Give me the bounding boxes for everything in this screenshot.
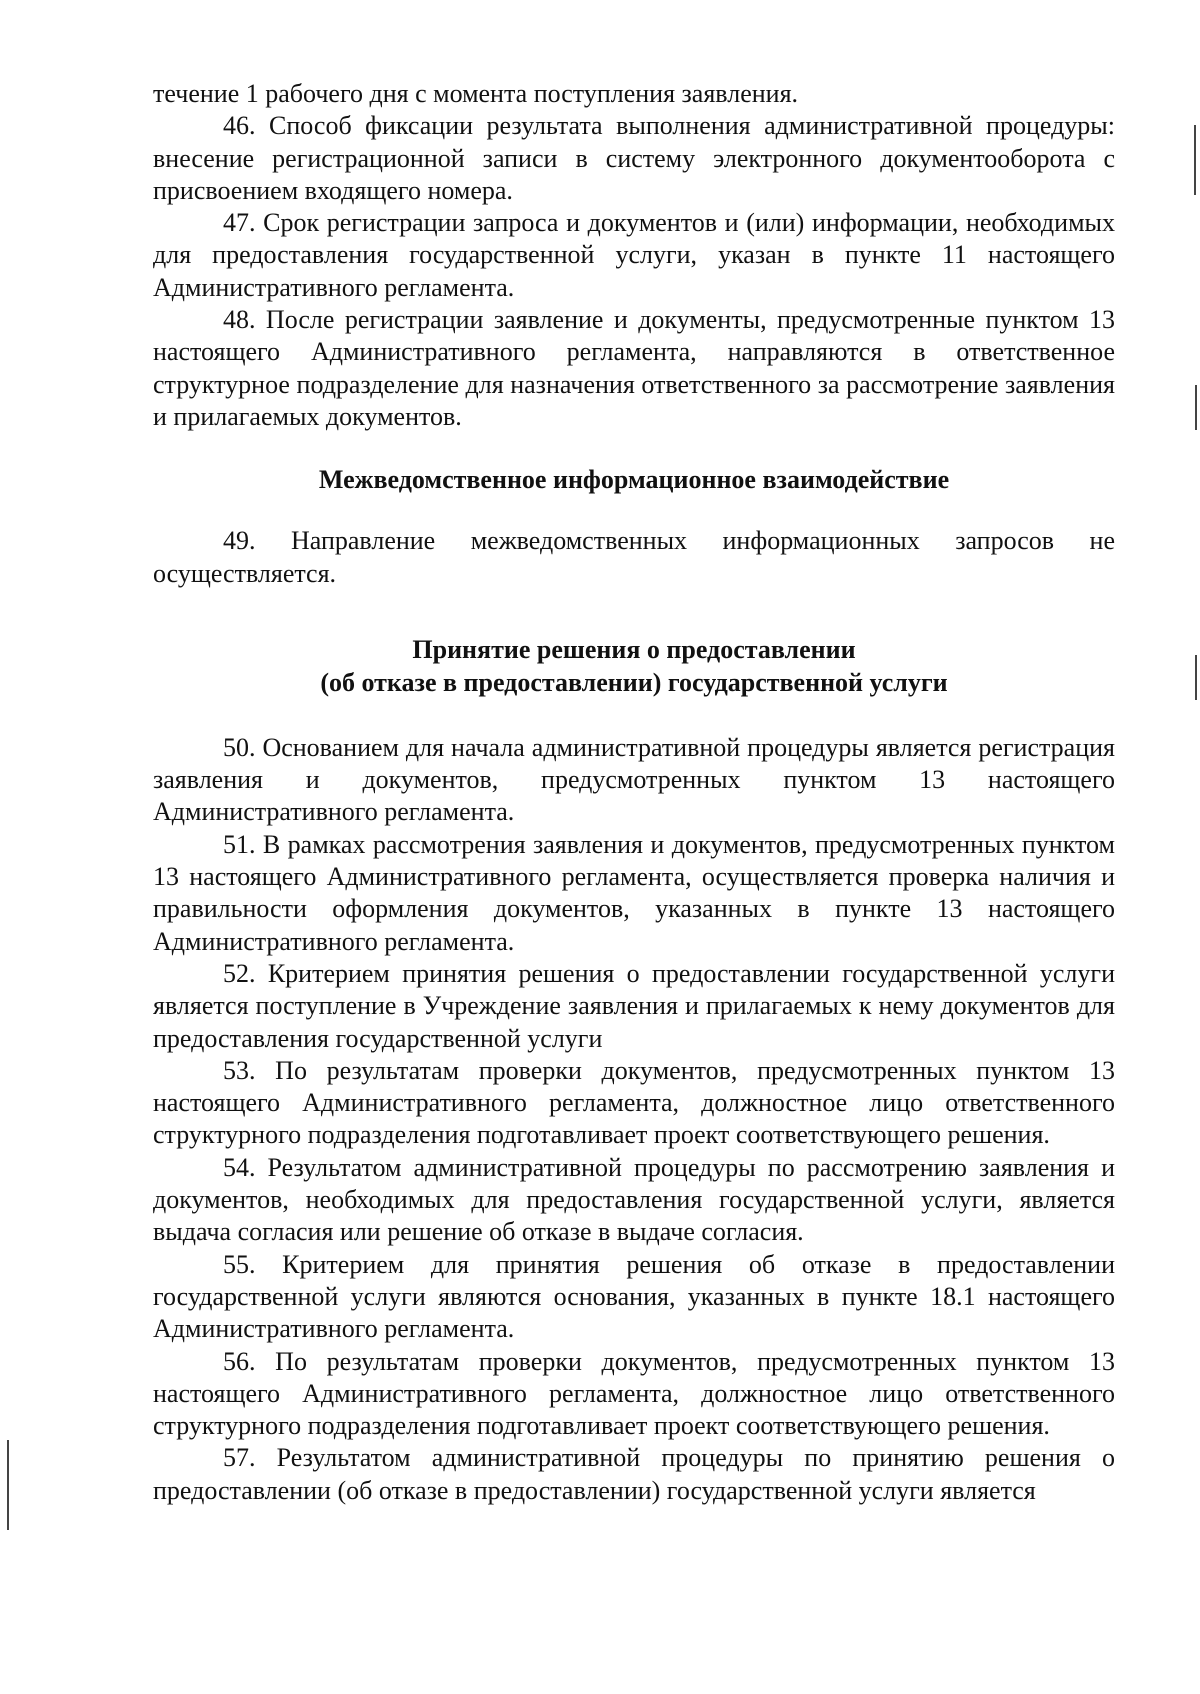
section-heading-decision-line-2: (об отказе в предоставлении) государственной услуги [320, 667, 948, 697]
paragraph-52: 52. Критерием принятия решения о предоставлении государственной услуги является поступление в Учреждение заявления и прилагаемых к нему документов для предоставления государственной услуги [153, 958, 1115, 1053]
paragraph-50: 50. Основанием для начала административной процедуры является регистрация заявления и документов, предусмотренных пунктом 13 настоящего Административного регламента. [153, 732, 1115, 827]
paragraph-51: 51. В рамках рассмотрения заявления и документов, предусмотренных пунктом 13 настоящего Административного регламента, осуществляется проверка наличия и правильности оформления документов, указанных в пункте 13 настоящего Административного регламента. [153, 829, 1115, 956]
scan-edge-mark-right [1195, 385, 1197, 430]
scan-edge-mark-left [7, 1440, 9, 1530]
paragraph-53: 53. По результатам проверки документов, предусмотренных пунктом 13 настоящего Административного регламента, должностное лицо ответственного структурного подразделения подготавливает проект соответствующего решения. [153, 1055, 1115, 1150]
paragraph-55: 55. Критерием для принятия решения об отказе в предоставлении государственной услуги являются основания, указанных в пункте 18.1 настоящего Административного регламента. [153, 1249, 1115, 1344]
document-body [153, 78, 1115, 1507]
paragraph-46: 46. Способ фиксации результата выполнения административной процедуры: внесение регистрационной записи в систему электронного документооборота с присвоением входящего номера. [153, 111, 1115, 205]
paragraph-47: 47. Срок регистрации запроса и документов и (или) информации, необходимых для предоставления государственной услуги, указан в пункте 11 настоящего Административного регламента. [153, 208, 1115, 302]
paragraph-48: 48. После регистрации заявление и документы, предусмотренные пунктом 13 настоящего Административного регламента, направляются в ответственное структурное подразделение для назначения ответственного за рассмотрение заявления и прилагаемых документов. [153, 305, 1115, 431]
paragraph-56: 56. По результатам проверки документов, предусмотренных пунктом 13 настоящего Административного регламента, должностное лицо ответственного структурного подразделения подготавливает проект соответствующего решения. [153, 1346, 1115, 1441]
section-heading-decision [153, 633, 1115, 699]
paragraph-54: 54. Результатом административной процедуры по рассмотрению заявления и документов, необходимых для предоставления государственной услуги, является выдача согласия или решение об отказе в выдаче согласия. [153, 1152, 1115, 1247]
paragraph-57: 57. Результатом административной процедуры по принятию решения о предоставлении (об отказе в предоставлении) государственной услуги является [153, 1443, 1115, 1505]
scan-edge-mark-right [1195, 655, 1197, 700]
paragraph-continuation: течение 1 рабочего дня с момента поступления заявления. [153, 79, 799, 108]
scan-edge-mark-right [1194, 125, 1196, 195]
section-heading-interagency: Межведомственное информационное взаимодействие [318, 465, 950, 495]
section-heading-decision-line-1: Принятие решения о предоставлении [412, 634, 856, 664]
paragraph-49: 49. Направление межведомственных информационных запросов не осуществляется. [153, 526, 1115, 588]
